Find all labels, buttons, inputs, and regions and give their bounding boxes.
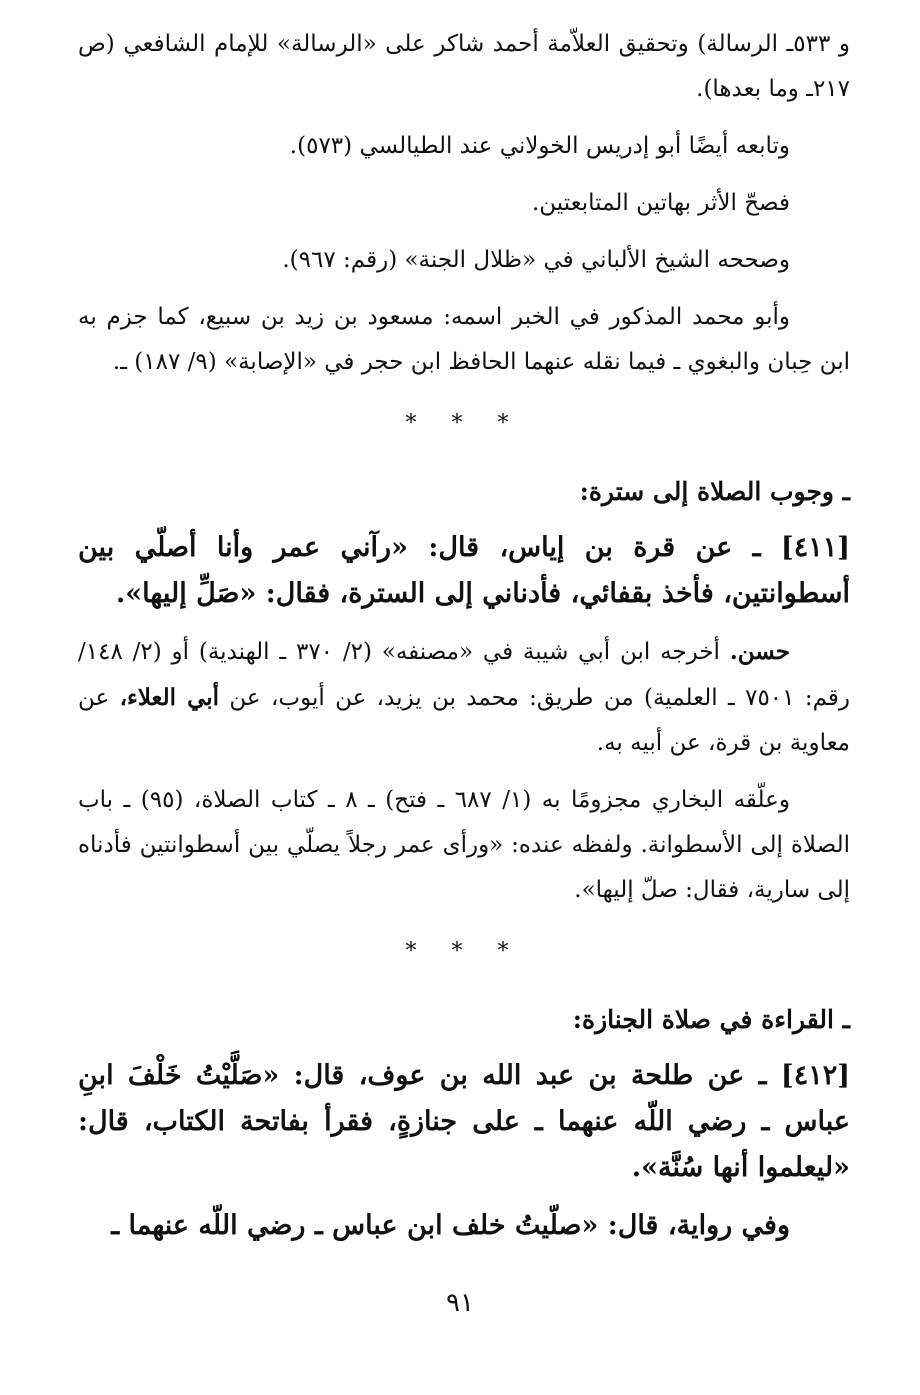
page-number: ٩١ [446, 1288, 474, 1318]
text-paragraph: وأبو محمد المذكور في الخبر اسمه: مسعود بن زيد بن سبيع، كما جزم به ابن حِبان والبغوي ـ فيما نقله عنهما الحافظ ابن حجر في «الإصابة» (٩/ ١٨٧) ـ. [78, 304, 850, 375]
section-heading: ـ وجوب الصلاة إلى سترة: [579, 477, 850, 506]
takhrij-paragraph [78, 629, 850, 766]
section-separator: * * * [405, 939, 523, 964]
riwaya-text: وفي رواية، قال: «صلّيتُ خلف ابن عباس ـ رضي اللّه عنهما ـ [111, 1210, 790, 1241]
text-paragraph: و ٥٣٣ـ الرسالة) وتحقيق العلاّمة أحمد شاكر على «الرسالة» للإمام الشافعي (ص ٢١٧ـ وما بعدها). [78, 31, 851, 102]
takhrij-end: عن معاوية بن قرة، عن أبيه به. [78, 685, 850, 756]
grade-label: حسن. [729, 638, 791, 665]
takhrij-text: أخرجه ابن أبي شيبة في «مصنفه» (٢/ ٣٧٠ ـ الهندية) أو (٢/ ١٤٨/رقم: ٧٥٠١ ـ العلمية) من طريق: محمد بن يزيد، عن أيوب، عن [78, 639, 851, 711]
section-separator: * * * [405, 411, 523, 436]
hadith-text: [٤١١] ـ عن قرة بن إياس، قال: «رآني عمر وأنا أصلّي بين أسطوانتين، فأخذ بقفائي، فأدناني إلى السترة، فقال: «صَلِّ إليها». [78, 532, 850, 609]
hadith-text: [٤١٢] ـ عن طلحة بن عبد الله بن عوف، قال: «صَلَّيْتُ خَلْفَ ابنِ عباس ـ رضي اللّه عنهما ـ على جنازةٍ، فقرأ بفاتحة الكتاب، قال: «ليعلموا أنها سُنَّة». [78, 1060, 850, 1183]
text-paragraph: فصحّ الأثر بهاتين المتابعتين. [531, 190, 790, 216]
text-paragraph: وصححه الشيخ الألباني في «ظلال الجنة» (رقم: ٩٦٧). [282, 247, 790, 273]
narrator-name: أبي العلاء، [119, 684, 220, 711]
text-paragraph: وتابعه أيضًا أبو إدريس الخولاني عند الطيالسي (٥٧٣). [289, 133, 790, 159]
section-heading: ـ القراءة في صلاة الجنازة: [572, 1005, 850, 1034]
note-paragraph: وعلّقه البخاري مجزومًا به (١/ ٦٨٧ ـ فتح) ـ ٨ ـ كتاب الصلاة، (٩٥) ـ باب الصلاة إلى الأسطوانة. ولفظه عنده: «ورأى عمر رجلاً يصلّي بين أسطوانتين فأدناه إلى سارية، فقال: صلّ إليها». [78, 787, 850, 903]
page-body [78, 22, 850, 1261]
